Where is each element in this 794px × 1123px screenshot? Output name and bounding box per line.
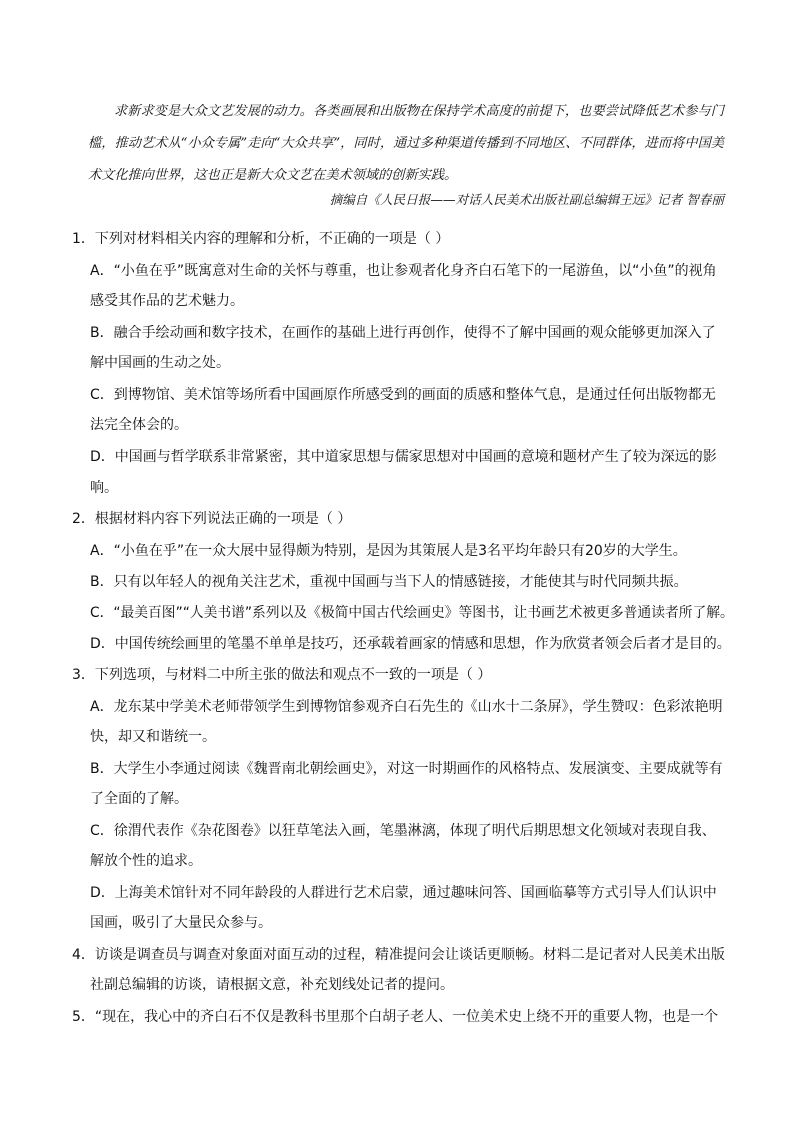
q3-option-b-cont: 了全面的了解。 [90, 791, 188, 807]
q2-option-d: D．中国传统绘画里的笔墨不单单是技巧，还承载着画家的情感和思想，作为欣赏者领会后者才是目的。 [90, 636, 731, 652]
q3-option-a: A．龙东某中学美术老师带领学生到博物馆参观齐白石先生的《山水十二条屏》，学生赞叹：色彩浓艳明 [90, 699, 723, 715]
q2-option-c: C．“最美百图”“人美书谱”系列以及《极简中国古代绘画史》等图书，让书画艺术被更多普通读者所了解。 [90, 605, 734, 621]
q1-option-c: C．到博物馆、美术馆等场所看中国画原作所感受到的画面的质感和整体气息，是通过任何出版物都无 [90, 387, 716, 403]
q3-option-d: D．上海美术馆针对不同年龄段的人群进行艺术启蒙，通过趣味问答、国画临摹等方式引导人们认识中 [90, 885, 717, 901]
q1-option-d-cont: 响。 [90, 480, 118, 496]
q1-option-c-cont: 法完全体会的。 [90, 417, 188, 433]
q3-option-d-cont: 国画，吸引了大量民众参与。 [90, 915, 272, 931]
q1-option-d: D．中国画与哲学联系非常紧密，其中道家思想与儒家思想对中国画的意境和题材产生了较为深远的影 [90, 449, 717, 465]
q2-option-a: A．“小鱼在乎”在一众大展中显得颇为特别，是因为其策展人是3名平均年龄只有20岁的大学生。 [90, 543, 687, 559]
q3-option-c: C．徐渭代表作《杂花图卷》以狂草笔法入画，笔墨淋漓，体现了明代后期思想文化领域对表现自我、 [90, 823, 716, 839]
q1-option-b-cont: 解中国画的生动之处。 [90, 355, 230, 371]
source-citation: 摘编自《人民日报——对话人民美术出版社副总编辑王远》记者 智春丽 [329, 192, 724, 207]
q1-option-b: B．融合手绘动画和数字技术，在画作的基础上进行再创作，使得不了解中国画的观众能够更加深入了 [90, 325, 716, 341]
intro-paragraph-block [88, 96, 724, 192]
q1-option-a-cont: 感受其作品的艺术魅力。 [90, 293, 244, 309]
question-1-stem: 1．下列对材料相关内容的理解和分析，不正确的一项是（ ） [72, 231, 450, 247]
q3-option-c-cont: 解放个性的追求。 [90, 853, 202, 869]
question-2-stem: 2．根据材料内容下列说法正确的一项是（ ） [72, 511, 352, 527]
q2-option-b: B．只有以年轻人的视角关注艺术，重视中国画与当下人的情感链接，才能使其与时代同频共振。 [90, 574, 688, 590]
question-4-stem: 4．访谈是调查员与调查对象面对面互动的过程，精准提问会让谈话更顺畅。材料二是记者对人民美术出版 [72, 947, 725, 963]
q3-option-a-cont: 快，却又和谐统一。 [90, 729, 216, 745]
intro-paragraph: 求新求变是大众文艺发展的动力。各类画展和出版物在保持学术高度的前提下，也要尝试降低艺术参与门槛，推动艺术从“小众专属”走向“大众共享”，同时，通过多种渠道传播到不同地区、不同群体，进而将中国美术文化推向世界，这也正是新大众文艺在美术领域的创新实践。 [88, 104, 724, 183]
question-3-stem: 3．下列选项，与材料二中所主张的做法和观点不一致的一项是（ ） [72, 667, 492, 683]
question-4-stem-cont: 社副总编辑的访谈，请根据文意，补充划线处记者的提问。 [90, 977, 454, 993]
question-5-stem: 5．“现在，我心中的齐白石不仅是教科书里那个白胡子老人、一位美术史上绕不开的重要人物，也是一个 [72, 1009, 719, 1025]
q3-option-b: B．大学生小李通过阅读《魏晋南北朝绘画史》，对这一时期画作的风格特点、发展演变、主要成就等有 [90, 761, 723, 777]
q1-option-a: A．“小鱼在乎”既寓意对生命的关怀与尊重，也让参观者化身齐白石笔下的一尾游鱼，以“小鱼”的视角 [90, 263, 717, 279]
